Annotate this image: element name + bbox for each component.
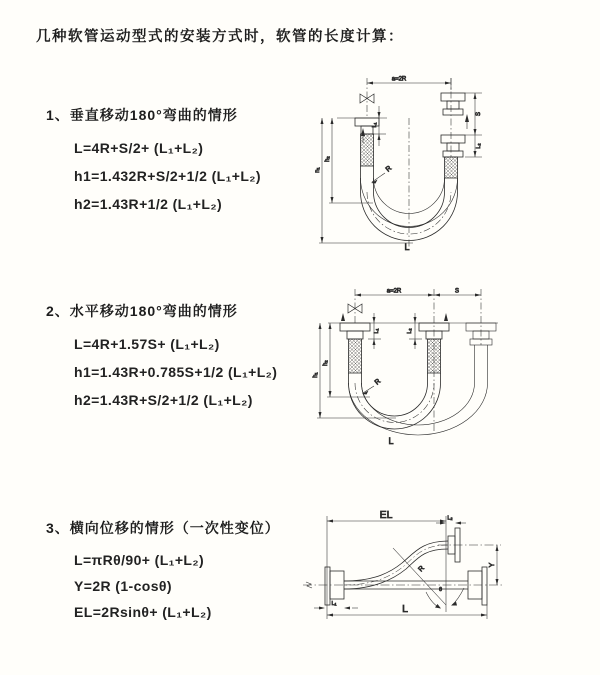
diagram-horizontal-180 (310, 283, 590, 468)
dim-label-h1: h₁ (313, 372, 319, 378)
dim-a2r (355, 294, 481, 297)
page-title: 几种软管运动型式的安装方式时，软管的长度计算： (36, 29, 404, 45)
dim-label-l1: L₁ (331, 601, 337, 607)
movement-arrow-up (341, 313, 448, 321)
section-2-heading: 2、水平移动180°弯曲的情形 (46, 303, 238, 319)
dim-label-el: EL (379, 509, 393, 521)
section-1-formulas (46, 134, 261, 218)
dim-l2-arrow (474, 151, 477, 157)
dim-el (327, 516, 446, 619)
formula: L=πRθ/90+ (L₁+L₂) (74, 552, 205, 568)
dim-label-h2: h₂ (323, 360, 329, 366)
centerlines (367, 78, 451, 250)
right-pipe-end (441, 93, 465, 178)
dim-label-l1: L₁ (372, 122, 378, 128)
formula: L=4R+1.57S+ (L₁+L₂) (74, 336, 220, 352)
formula: h2=1.43R+1/2 (L₁+L₂) (74, 196, 223, 212)
formula: Y=2R (1-cosθ) (74, 578, 172, 594)
dim-label-l2: L₂ (407, 328, 413, 334)
length-label: L (402, 603, 408, 615)
construction-lines (393, 516, 464, 612)
hose-s-curve (344, 541, 448, 589)
centerlines (303, 545, 504, 585)
radius-label: R (384, 164, 394, 174)
section-3-formulas (46, 547, 280, 625)
formula: h1=1.43R+0.785S+1/2 (L₁+L₂) (74, 364, 278, 380)
dim-label-a2r: a=2R (386, 288, 402, 295)
dim-label-h2: h₂ (325, 156, 331, 162)
section-2-formulas (46, 330, 277, 414)
centerlines (355, 289, 481, 433)
section-3-heading: 3、横向位移的情形（一次性变位） (46, 520, 280, 536)
dim-label-y: Y (489, 562, 496, 568)
dim-l2 (436, 522, 466, 525)
dim-label-h1: h₁ (315, 167, 321, 173)
angle-label: θ (439, 587, 443, 593)
dim-label-s: S (454, 288, 460, 295)
formula: h1=1.432R+S/2+1/2 (L₁+L₂) (74, 168, 261, 184)
radius-label: R (373, 377, 383, 387)
radius-leader (362, 386, 374, 395)
length-label: L (404, 242, 410, 252)
formula: h2=1.43R+S/2+1/2 (L₁+L₂) (74, 392, 253, 408)
left-pipe-end (340, 323, 370, 373)
section-1-heading: 1、垂直移动180°弯曲的情形 (46, 107, 238, 123)
section-3 (46, 518, 280, 625)
dim-a2r (367, 78, 451, 90)
dim-label-s: S (476, 111, 482, 117)
diagram-lateral-displacement (298, 488, 593, 653)
right-pipe-end (468, 567, 487, 605)
section-1 (46, 105, 261, 218)
hose-u-bend (349, 373, 441, 429)
dim-label-l2: L₂ (447, 515, 453, 522)
dim-label-l2: L₂ (476, 143, 482, 149)
diagram-vertical-180 (315, 66, 585, 261)
formula: L=4R+S/2+ (L₁+L₂) (74, 140, 204, 156)
formula: EL=2Rsinθ+ (L₁+L₂) (74, 604, 212, 620)
section-2 (46, 301, 277, 414)
dim-label-l1: L₁ (374, 328, 380, 334)
length-label: L (388, 436, 394, 446)
radius-label: R (417, 564, 426, 574)
dim-label-a2r: a=2R (391, 76, 407, 83)
left-pipe-end (325, 567, 344, 605)
